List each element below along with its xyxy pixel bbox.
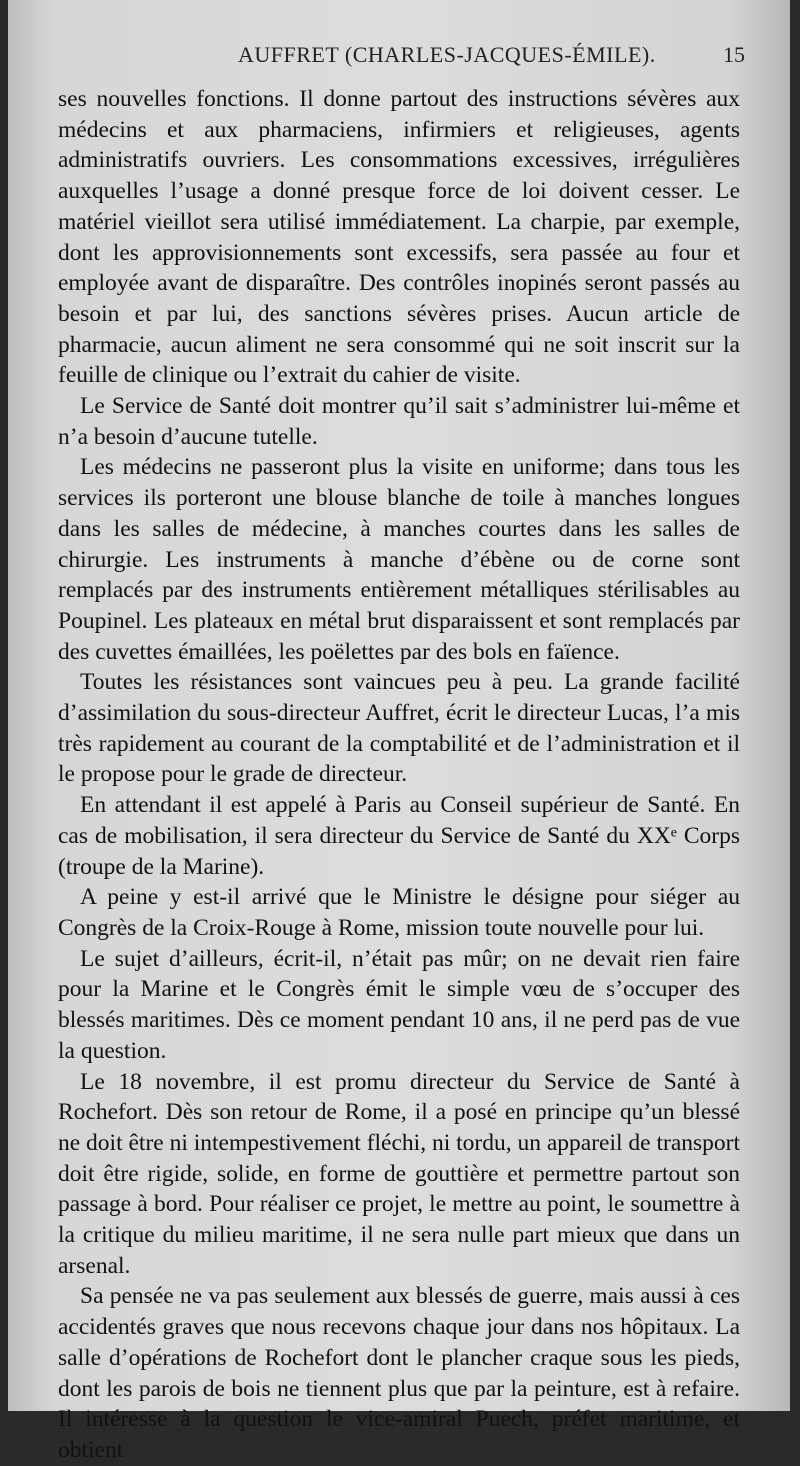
paragraph: Sa pensée ne va pas seulement aux blessés de guerre, mais aussi à ces accidentés graves que nous recevons chaque jour dans nos hôpitaux. La salle d’opérations de Rochefort dont le plancher craque sous les pieds, dont les parois de bois ne tiennent plus que par la peinture, est à refaire. Il intéresse à la question le vice-amiral Puech, préfet maritime, et obtient [58,1283,740,1463]
body-text [58,84,740,1466]
page-number: 15 [723,42,745,67]
paragraph: Le Service de Santé doit montrer qu’il sait s’administrer lui-même et n’a besoin d’aucune tutelle. [58,393,740,450]
book-page [8,0,790,1463]
running-title: AUFFRET (CHARLES-JACQUES-ÉMILE). [238,42,656,67]
paragraph: ses nouvelles fonctions. Il donne partout des instructions sévères aux médecins et aux pharmaciens, infirmiers et religieuses, agents administratifs ouvriers. Les consommations excessives, irrégulières auxquelles l’usage a donné presque force de loi doivent cesser. Le matériel vieillot sera utilisé immédiatement. La charpie, par exemple, dont les approvisionnements sont excessifs, sera passée au four et employée avant de disparaître. Des contrôles inopinés seront passés au besoin et par lui, des sanctions sévères prises. Aucun article de pharmacie, aucun aliment ne sera consommé qui ne soit inscrit sur la feuille de clinique ou l’extrait du cahier de visite. [58,86,740,389]
page-header [8,42,790,76]
paragraph: Le 18 novembre, il est promu directeur du Service de Santé à Rochefort. Dès son retour de Rome, il a posé en principe qu’un blessé ne doit être ni intempestivement fléchi, ni tordu, un appareil de transport doit être rigide, solide, en forme de gouttière et permettre partout son passage à bord. Pour réaliser ce projet, le mettre au point, le soumettre à la critique du milieu maritime, il ne sera nulle part mieux que dans un arsenal. [58,1068,740,1279]
paragraph: Toutes les résistances sont vaincues peu à peu. La grande facilité d’assimilation du sous-directeur Auffret, écrit le directeur Lucas, l’a mis très rapidement au courant de la comptabilité et de l’administration et il le propose pour le grade de directeur. [58,669,740,788]
paragraph: Les médecins ne passeront plus la visite en uniforme; dans tous les services ils porteront une blouse blanche de toile à manches longues dans les salles de médecine, à manches courtes dans les salles de chirurgie. Les instruments à manche d’ébène ou de corne sont remplacés par des instruments entièrement métalliques stérilisables au Poupinel. Les plateaux en métal brut disparaissent et sont remplacés par des cuvettes émaillées, les poëlettes par des bols en faïence. [58,454,740,665]
paragraph: A peine y est-il arrivé que le Ministre le désigne pour siéger au Congrès de la Croix-Rouge à Rome, mission toute nouvelle pour lui. [58,884,740,941]
paragraph: En attendant il est appelé à Paris au Conseil supérieur de Santé. En cas de mobilisation, il sera directeur du Service de Santé du XXᵉ Corps (troupe de la Marine). [58,792,740,880]
paragraph: Le sujet d’ailleurs, écrit-il, n’était pas mûr; on ne devait rien faire pour la Marine et le Congrès émit le simple vœu de s’occuper des blessés maritimes. Dès ce moment pendant 10 ans, il ne perd pas de vue la question. [58,945,740,1064]
